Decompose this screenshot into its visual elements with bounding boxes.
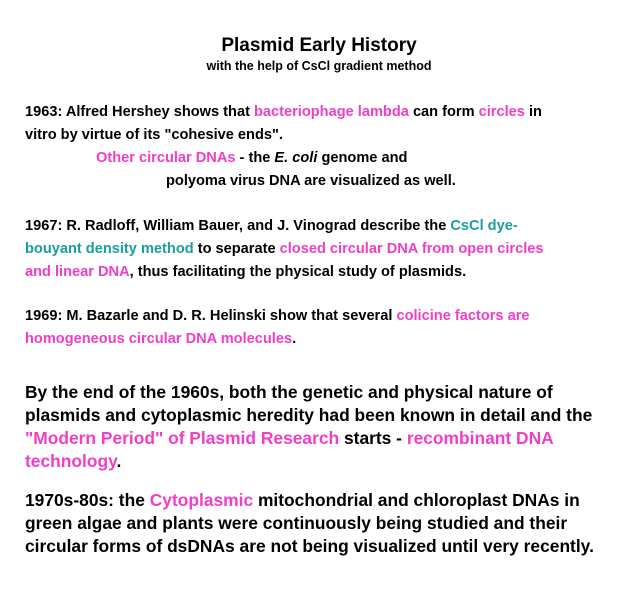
highlight-cscl-dye: CsCl dye- bbox=[450, 218, 518, 234]
highlight-homogeneous-circular-dna: homogeneous circular DNA molecules bbox=[25, 331, 293, 347]
text-the: - the bbox=[235, 150, 275, 166]
line-1960s-1: By the end of the 1960s, both the genetic and physical nature of bbox=[25, 382, 553, 402]
line-1960s-2: plasmids and cytoplasmic heredity had been known in detail and the bbox=[25, 405, 593, 425]
line-1969-1 bbox=[25, 305, 625, 328]
line-1960s-4 bbox=[25, 450, 635, 473]
text-genome-and: genome and bbox=[317, 150, 408, 166]
highlight-bouyant-density-method: bouyant density method bbox=[25, 241, 194, 257]
highlight-closed-circular-dna: closed circular DNA from open circles bbox=[279, 241, 544, 257]
line-1969-2 bbox=[25, 328, 625, 351]
text-starts: starts - bbox=[339, 428, 407, 448]
paragraph-1969 bbox=[25, 305, 625, 351]
text-1969-intro: 1969: M. Bazarle and D. R. Helinski show that several bbox=[25, 308, 397, 324]
highlight-linear-dna: and linear DNA bbox=[25, 264, 130, 280]
text-facilitating: , thus facilitating the physical study of plasmids. bbox=[129, 264, 467, 280]
line-1963-4: polyoma virus DNA are visualized as well. bbox=[166, 173, 456, 189]
paragraph-1967 bbox=[25, 215, 625, 284]
text-period: . bbox=[292, 331, 297, 347]
line-1970s-3: circular forms of dsDNAs are not being visualized until very recently. bbox=[25, 536, 594, 556]
highlight-recombinant-dna: recombinant DNA bbox=[406, 428, 554, 448]
highlight-colicine-factors: colicine factors are bbox=[396, 308, 530, 324]
text-to-separate: to separate bbox=[193, 241, 280, 257]
text-period-2: . bbox=[116, 451, 122, 471]
paragraph-1960s bbox=[25, 381, 635, 473]
line-1970s-1 bbox=[25, 489, 635, 512]
line-1967-2 bbox=[25, 238, 625, 261]
text-e-coli: E. coli bbox=[274, 150, 318, 166]
highlight-technology: technology bbox=[25, 451, 117, 471]
text-in: in bbox=[524, 104, 542, 120]
highlight-cytoplasmic: Cytoplasmic bbox=[149, 490, 254, 510]
page-subtitle: with the help of CsCl gradient method bbox=[206, 59, 432, 73]
line-1963-1 bbox=[25, 101, 625, 124]
highlight-bacteriophage-lambda: bacteriophage lambda bbox=[253, 104, 409, 120]
highlight-circles: circles bbox=[478, 104, 525, 120]
line-1963-2: vitro by virtue of its "cohesive ends". bbox=[25, 127, 283, 143]
line-1967-1 bbox=[25, 215, 625, 238]
text-mitochondrial: mitochondrial and chloroplast DNAs in bbox=[253, 490, 580, 510]
page-title: Plasmid Early History bbox=[221, 35, 417, 56]
text-can-form: can form bbox=[408, 104, 479, 120]
paragraph-1963 bbox=[25, 101, 625, 193]
paragraph-1970s bbox=[25, 489, 635, 558]
text-1963-year-intro: 1963: Alfred Hershey shows that bbox=[25, 104, 254, 120]
line-1960s-3 bbox=[25, 427, 635, 450]
line-1967-3 bbox=[25, 261, 625, 284]
text-1967-intro: 1967: R. Radloff, William Bauer, and J. Vinograd describe the bbox=[25, 218, 451, 234]
text-1970s-intro: 1970s-80s: the bbox=[25, 490, 150, 510]
line-1970s-2: green algae and plants were continuously being studied and their bbox=[25, 513, 568, 533]
line-1963-3 bbox=[25, 147, 625, 170]
highlight-modern-period: "Modern Period" of Plasmid Research bbox=[25, 428, 340, 448]
highlight-other-circular-dnas: Other circular DNAs bbox=[96, 150, 236, 166]
